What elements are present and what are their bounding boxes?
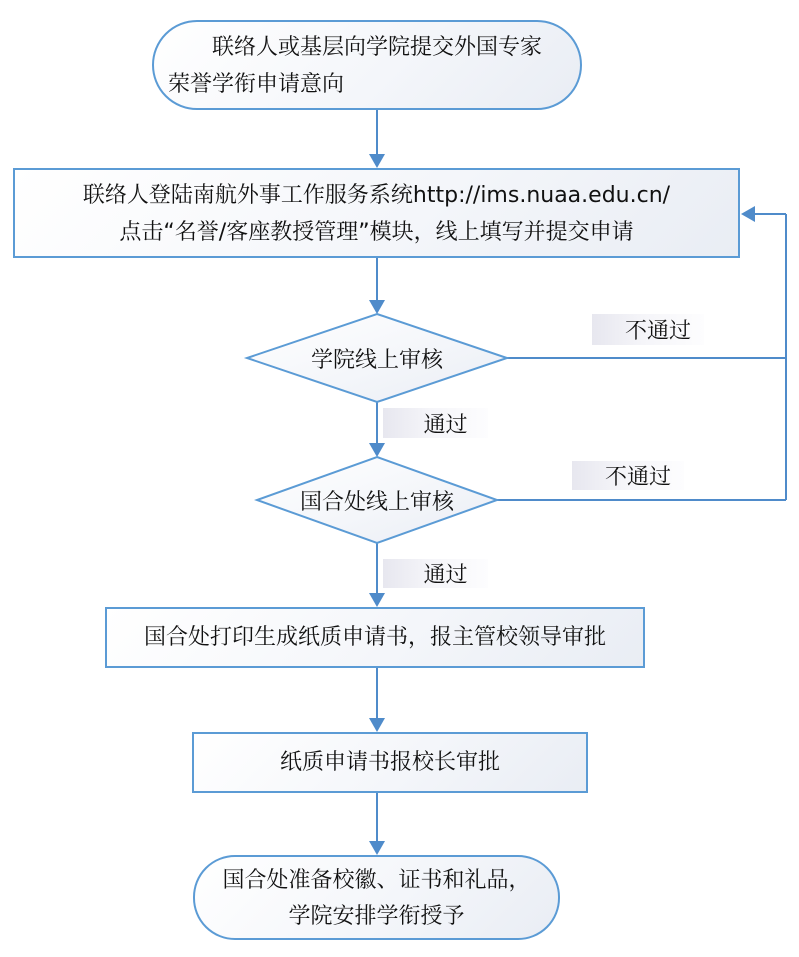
arrowhead-president-to-award (369, 841, 385, 855)
arrowhead-print-to-president (369, 718, 385, 732)
edge-label-intl-pass: 通过 (383, 559, 488, 588)
node-login-process (13, 168, 740, 258)
node-print-approval: 国合处打印生成纸质申请书，报主管校领导审批 (105, 607, 645, 668)
node-start-line1: 联络人或基层向学院提交外国专家 (212, 35, 543, 60)
node-start-terminator (152, 20, 582, 110)
arrowhead-fail-return (741, 206, 755, 222)
arrowhead-intl-to-print (369, 593, 385, 607)
edge-label-intl-fail: 不通过 (572, 461, 684, 490)
decision-intl-label: 国合处线上审核 (299, 489, 454, 515)
node-award-terminator (193, 855, 560, 940)
arrowhead-college-to-intl (369, 443, 385, 457)
node-login-line2: 点击“名誉/客座教授管理”模块，线上填写并提交申请 (119, 220, 634, 245)
node-president-approval: 纸质申请书报校长审批 (192, 732, 588, 793)
arrowhead-start-to-login (369, 154, 385, 168)
edge-label-college-fail: 不通过 (592, 314, 704, 345)
decision-college-label: 学院线上审核 (310, 347, 443, 373)
node-login-line1: 联络人登陆南航外事工作服务系统http://ims.nuaa.edu.cn/ (82, 183, 671, 208)
node-award-line1: 国合处准备校徽、证书和礼品， (222, 868, 531, 893)
edge-label-college-pass: 通过 (383, 408, 488, 438)
node-award-line2: 学院安排学衔授予 (288, 904, 465, 929)
arrowhead-login-to-college (369, 300, 385, 314)
node-start-line2: 荣誉学衔申请意向 (168, 72, 345, 97)
